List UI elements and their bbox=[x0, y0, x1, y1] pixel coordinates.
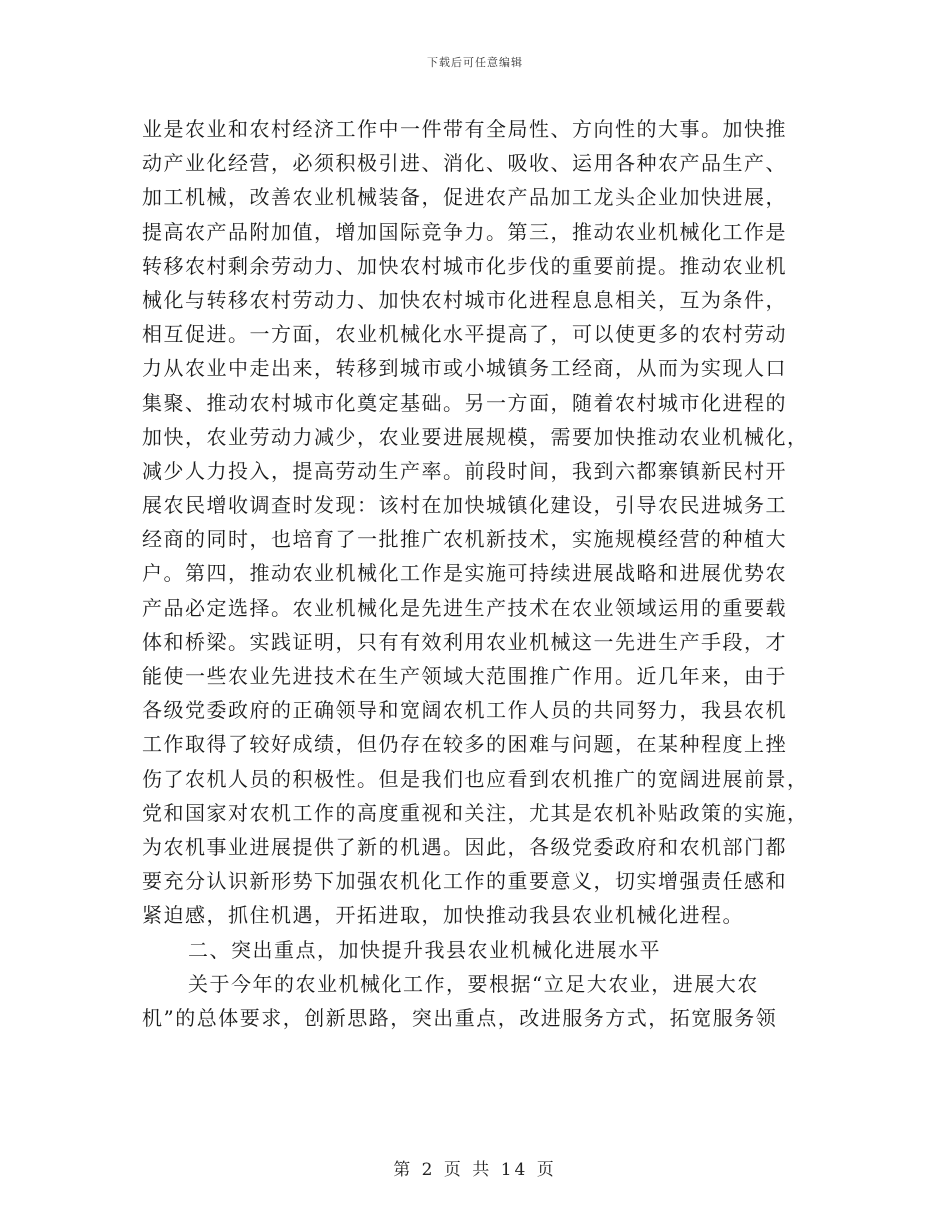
body-line: 经商的同时，也培育了一批推广农机新技术，实施规模经营的种植大 bbox=[142, 527, 787, 552]
body-line: 械化与转移农村劳动力、加快农村城市化进程息息相关，互为条件， bbox=[142, 287, 787, 312]
section-heading: 二、突出重点，加快提升我县农业机械化进展水平 bbox=[188, 937, 661, 962]
body-line: 机”的总体要求，创新思路，突出重点，改进服务方式，拓宽服务领 bbox=[142, 1005, 778, 1030]
body-line: 动产业化经营，必须积极引进、消化、吸收、运用各种农产品生产、 bbox=[142, 151, 787, 176]
body-line: 能使一些农业先进技术在生产领域大范围推广作用。近几年来，由于 bbox=[142, 664, 787, 688]
body-line: 伤了农机人员的积极性。但是我们也应看到农机推广的宽阔进展前景， bbox=[142, 766, 809, 791]
body-line: 相互促进。一方面，农业机械化水平提高了，可以使更多的农村劳动 bbox=[142, 322, 787, 347]
body-line: 为农机事业进展提供了新的机遇。因此，各级党委政府和农机部门都 bbox=[142, 834, 787, 859]
page-number: 第 2 页 共 14 页 bbox=[393, 1160, 557, 1180]
body-line: 紧迫感，抓住机遇，开拓进取，加快推动我县农业机械化进程。 bbox=[142, 903, 744, 928]
body-line: 关于今年的农业机械化工作，要根据“立足大农业，进展大农 bbox=[188, 971, 759, 996]
body-line: 加工机械，改善农业机械装备，促进农产品加工龙头企业加快进展， bbox=[142, 185, 787, 210]
body-line: 转移农村剩余劳动力、加快农村城市化步伐的重要前提。推动农业机 bbox=[142, 253, 787, 278]
body-line: 业是农业和农村经济工作中一件带有全局性、方向性的大事。加快推 bbox=[142, 117, 787, 141]
body-line: 户。第四，推动农业机械化工作是实施可持续进展战略和进展优势农 bbox=[142, 561, 787, 586]
body-line: 体和桥梁。实践证明，只有有效利用农业机械这一先进生产手段，才 bbox=[142, 629, 787, 654]
body-line: 要充分认识新形势下加强农机化工作的重要意义，切实增强责任感和 bbox=[142, 869, 787, 894]
body-line: 提高农产品附加值，增加国际竞争力。第三，推动农业机械化工作是 bbox=[142, 219, 787, 244]
document-body bbox=[142, 112, 822, 1035]
body-line: 展农民增收调查时发现：该村在加快城镇化建设，引导农民进城务工 bbox=[142, 493, 787, 518]
body-line: 集聚、推动农村城市化奠定基础。另一方面，随着农村城市化进程的 bbox=[142, 390, 787, 415]
body-line: 产品必定选择。农业机械化是先进生产技术在农业领域运用的重要载 bbox=[142, 595, 787, 620]
body-line: 加快，农业劳动力减少，农业要进展规模，需要加快推动农业机械化， bbox=[142, 424, 809, 449]
body-line: 减少人力投入，提高劳动生产率。前段时间，我到六都寨镇新民村开 bbox=[142, 458, 787, 483]
body-line: 各级党委政府的正确领导和宽阔农机工作人员的共同努力，我县农机 bbox=[142, 698, 787, 723]
page-header: 下载后可任意编辑 bbox=[427, 56, 523, 69]
body-line: 工作取得了较好成绩，但仍存在较多的困难与问题，在某种程度上挫 bbox=[142, 732, 787, 757]
body-line: 力从农业中走出来，转移到城市或小城镇务工经商，从而为实现人口 bbox=[142, 356, 787, 381]
body-line: 党和国家对农机工作的高度重视和关注，尤其是农机补贴政策的实施， bbox=[142, 800, 809, 825]
